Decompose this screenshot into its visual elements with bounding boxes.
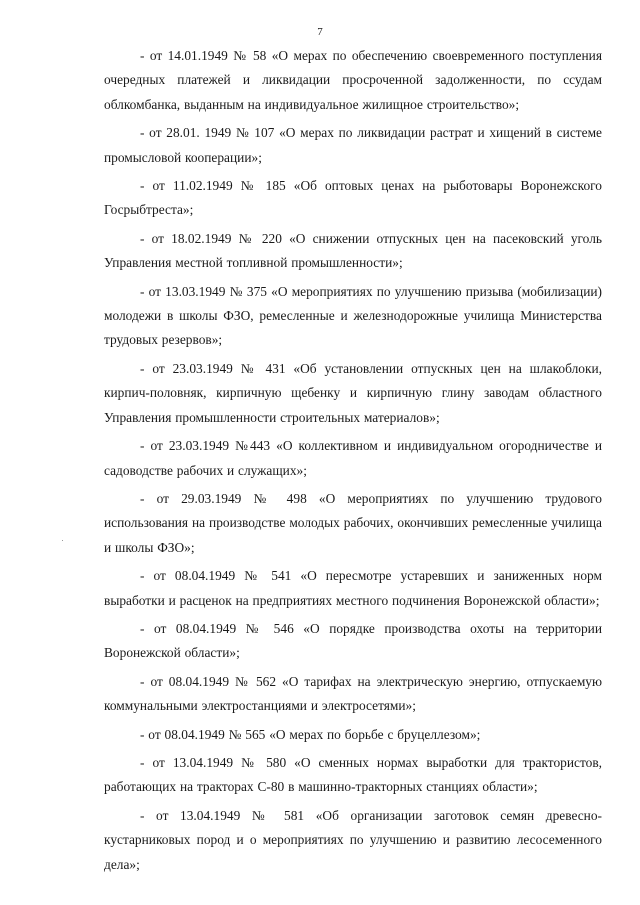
page-number: 7 — [317, 26, 323, 38]
list-item: - от 13.04.1949 № 580 «О сменных нормах выработки для трактористов, работающих на тракторах С-80 в машинно-тракторных станциях области»; — [104, 754, 602, 795]
list-item: - от 14.01.1949 № 58 «О мерах по обеспечению своевременного поступления очередных платежей и ликвидации просроченной задолженности, по ссудам облкомбанка, выданным на индивидуальное жилищное строительство»; — [104, 48, 602, 112]
list-item: - от 29.03.1949 № 498 «О мероприятиях по улучшению трудового использования на производстве молодых рабочих, окончивших ремесленные училища и школы ФЗО»; — [104, 490, 602, 555]
document-body — [104, 44, 602, 881]
list-item: - от 08.04.1949 № 562 «О тарифах на электрическую энергию, отпускаемую коммунальными электростанциями и электросетями»; — [104, 673, 602, 714]
margin-mark — [62, 540, 63, 541]
list-item: - от 13.04.1949 № 581 «Об организации заготовок семян древесно-кустарниковых пород и о мероприятиях по улучшению и развитию лесосеменного дела»; — [104, 807, 602, 872]
list-item: - от 08.04.1949 № 541 «О пересмотре устаревших и заниженных норм выработки и расценок на предприятиях местного подчинения Воронежской области»; — [104, 568, 602, 608]
list-item: - от 08.04.1949 № 546 «О порядке производства охоты на территории Воронежской области»; — [104, 620, 602, 661]
list-item: - от 08.04.1949 № 565 «О мерах по борьбе с бруцеллезом»; — [140, 726, 481, 742]
list-item: - от 23.03.1949 №443 «О коллективном и индивидуальном огородничестве и садоводстве рабочих и служащих»; — [104, 438, 602, 478]
list-item: - от 18.02.1949 № 220 «О снижении отпускных цен на пасековский уголь Управления местной топливной промышленности»; — [104, 230, 602, 271]
list-item: - от 28.01. 1949 № 107 «О мерах по ликвидации растрат и хищений в системе промысловой кооперации»; — [104, 125, 602, 165]
list-item: - от 13.03.1949 № 375 «О мероприятиях по улучшению призыва (мобилизации) молодежи в школы ФЗО, ремесленные и железнодорожные училища Министерства трудовых резервов»; — [104, 283, 602, 348]
list-item: - от 11.02.1949 № 185 «Об оптовых ценах на рыботовары Воронежского Госрыбтреста»; — [104, 178, 602, 218]
list-item: - от 23.03.1949 № 431 «Об установлении отпускных цен на шлакоблоки, кирпич-половняк, кирпичную щебенку и кирпичную глину заводам областного Управления промышленности строительных материалов»; — [104, 360, 602, 425]
